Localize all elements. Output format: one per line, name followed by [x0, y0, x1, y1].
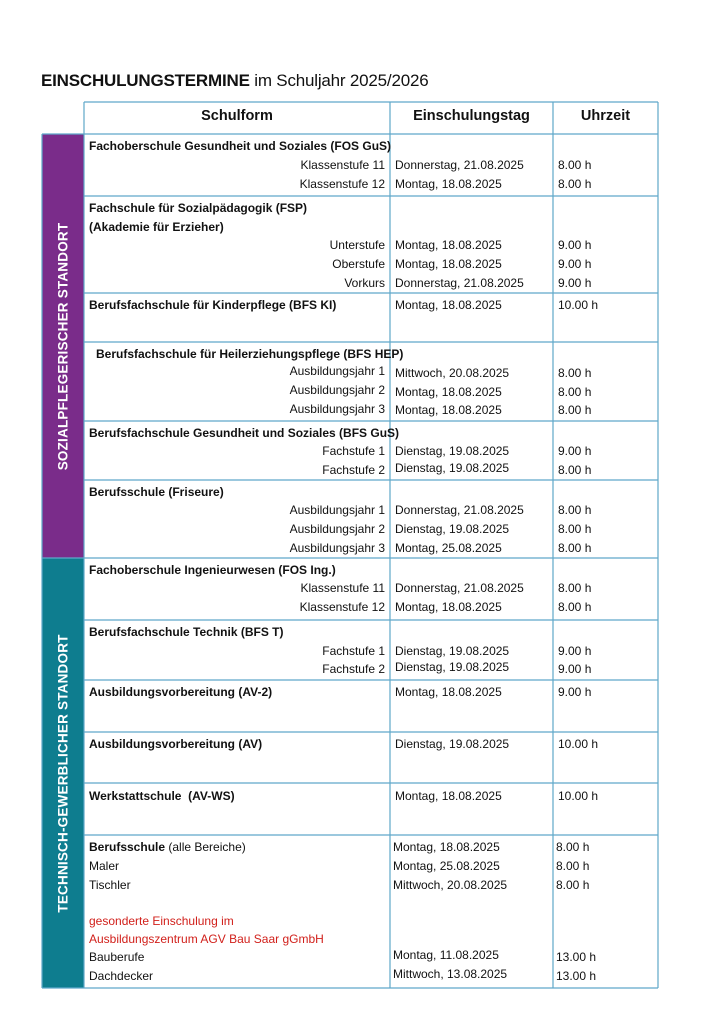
row-label: Fachstufe 1 — [322, 644, 385, 658]
row-label: Ausbildungsjahr 3 — [289, 541, 385, 555]
section-title: Berufsfachschule für Heilerziehungspflege (BFS HEP) — [96, 347, 404, 361]
row-time: 9.00 h — [558, 276, 592, 290]
row-time: 8.00 h — [556, 878, 590, 892]
section-title: Berufsschule (Friseure) — [89, 485, 224, 499]
row-date: Montag, 25.08.2025 — [393, 859, 500, 873]
row-time: 8.00 h — [558, 366, 592, 380]
section-title: Berufsfachschule Technik (BFS T) — [89, 625, 284, 639]
row-date: Donnerstag, 21.08.2025 — [395, 581, 524, 595]
row-label: Fachstufe 2 — [322, 463, 385, 477]
section-title-bold: Berufsschule — [89, 840, 166, 854]
row-label: Klassenstufe 11 — [300, 158, 385, 172]
row-label: Ausbildungsjahr 3 — [289, 402, 385, 416]
row-date: Montag, 18.08.2025 — [395, 403, 502, 417]
row-time: 9.00 h — [558, 257, 592, 271]
row-date: Donnerstag, 21.08.2025 — [395, 276, 524, 290]
row-label: Bauberufe — [89, 950, 145, 964]
row-date: Montag, 18.08.2025 — [393, 840, 500, 854]
row-date: Montag, 25.08.2025 — [395, 541, 502, 555]
section-title: Fachoberschule Ingenieurwesen (FOS Ing.) — [89, 563, 336, 577]
section-subtitle: (Akademie für Erzieher) — [89, 220, 224, 234]
note-line-2: Ausbildungszentrum AGV Bau Saar gGmbH — [89, 932, 324, 946]
row-label: Dachdecker — [89, 969, 154, 983]
row-date: Dienstag, 19.08.2025 — [395, 737, 510, 751]
row-time: 13.00 h — [556, 969, 597, 983]
row-time: 9.00 h — [558, 644, 592, 658]
note-line-1: gesonderte Einschulung im — [89, 914, 234, 928]
row-date: Montag, 18.08.2025 — [395, 257, 502, 271]
row-label: Ausbildungsjahr 2 — [289, 383, 385, 397]
row-label: Tischler — [89, 878, 131, 892]
row-time: 8.00 h — [558, 522, 592, 536]
row-date: Dienstag, 19.08.2025 — [395, 461, 510, 475]
row-date: Montag, 18.08.2025 — [395, 789, 502, 803]
sidebar-label-bottom: TECHNISCH-GEWERBLICHER STANDORT — [55, 633, 71, 913]
sidebar-technisch — [42, 558, 84, 988]
row-date: Montag, 18.08.2025 — [395, 385, 502, 399]
row-date: Dienstag, 19.08.2025 — [395, 660, 510, 674]
row-label: Ausbildungsjahr 2 — [289, 522, 385, 536]
row-date: Dienstag, 19.08.2025 — [395, 644, 510, 658]
row-date: Mittwoch, 20.08.2025 — [395, 366, 510, 380]
page-title — [41, 71, 428, 91]
row-date: Donnerstag, 21.08.2025 — [395, 503, 524, 517]
title-rest: im Schuljahr 2025/2026 — [249, 71, 429, 90]
row-time: 8.00 h — [558, 158, 592, 172]
row-label: Unterstufe — [329, 238, 385, 252]
row-label: Maler — [89, 859, 120, 873]
section-title — [89, 840, 246, 854]
sidebar-sozialpflegerisch — [42, 134, 84, 558]
section-title: Ausbildungsvorbereitung (AV) — [89, 737, 263, 751]
title-bold: EINSCHULUNGSTERMINE — [41, 71, 250, 90]
row-label: Ausbildungsjahr 1 — [289, 503, 385, 517]
row-time: 13.00 h — [556, 950, 597, 964]
row-label: Klassenstufe 12 — [299, 600, 385, 614]
row-label: Vorkurs — [344, 276, 385, 290]
row-label: Oberstufe — [332, 257, 385, 271]
section-title: Ausbildungsvorbereitung (AV-2) — [89, 685, 273, 699]
header-schulform: Schulform — [201, 108, 273, 124]
section-title: Fachoberschule Gesundheit und Soziales (FOS GuS) — [89, 139, 392, 153]
row-time: 8.00 h — [558, 385, 592, 399]
row-date: Montag, 18.08.2025 — [395, 177, 502, 191]
section-title-suffix: (alle Bereiche) — [165, 840, 246, 854]
row-date: Dienstag, 19.08.2025 — [395, 522, 510, 536]
row-date: Montag, 11.08.2025 — [393, 948, 499, 962]
header-einschulungstag: Einschulungstag — [413, 108, 530, 124]
row-time: 9.00 h — [558, 685, 592, 699]
row-date: Mittwoch, 20.08.2025 — [393, 878, 508, 892]
row-time: 9.00 h — [558, 444, 592, 458]
row-time: 9.00 h — [558, 662, 592, 676]
row-time: 8.00 h — [556, 859, 590, 873]
row-time: 8.00 h — [558, 177, 592, 191]
row-time: 10.00 h — [558, 789, 599, 803]
row-time: 8.00 h — [558, 541, 592, 555]
row-label: Ausbildungsjahr 1 — [289, 364, 385, 378]
section-title: Fachschule für Sozialpädagogik (FSP) — [89, 201, 308, 215]
header-uhrzeit: Uhrzeit — [580, 108, 631, 124]
section-title: Werkstattschule (AV-WS) — [89, 789, 235, 803]
row-time: 8.00 h — [558, 600, 592, 614]
row-date: Montag, 18.08.2025 — [395, 600, 502, 614]
row-date: Donnerstag, 21.08.2025 — [395, 158, 524, 172]
row-date: Montag, 18.08.2025 — [395, 298, 502, 312]
row-time: 8.00 h — [558, 581, 592, 595]
row-date: Montag, 18.08.2025 — [395, 238, 502, 252]
row-time: 9.00 h — [558, 238, 592, 252]
section-title: Berufsfachschule für Kinderpflege (BFS KI) — [89, 298, 337, 312]
row-time: 8.00 h — [558, 503, 592, 517]
row-time: 10.00 h — [558, 298, 599, 312]
section-title: Berufsfachschule Gesundheit und Soziales (BFS GuS) — [89, 426, 400, 440]
sidebar-label-top: SOZIALPFLEGERISCHER STANDORT — [55, 222, 71, 470]
row-label: Klassenstufe 11 — [300, 581, 385, 595]
row-label: Klassenstufe 12 — [299, 177, 385, 191]
row-time: 8.00 h — [558, 403, 592, 417]
row-time: 8.00 h — [558, 463, 592, 477]
row-date: Mittwoch, 13.08.2025 — [393, 967, 508, 981]
row-label: Fachstufe 1 — [322, 444, 385, 458]
row-time: 10.00 h — [558, 737, 599, 751]
row-label: Fachstufe 2 — [322, 662, 385, 676]
row-time: 8.00 h — [556, 840, 590, 854]
row-date: Montag, 18.08.2025 — [395, 685, 502, 699]
row-date: Dienstag, 19.08.2025 — [395, 444, 510, 458]
